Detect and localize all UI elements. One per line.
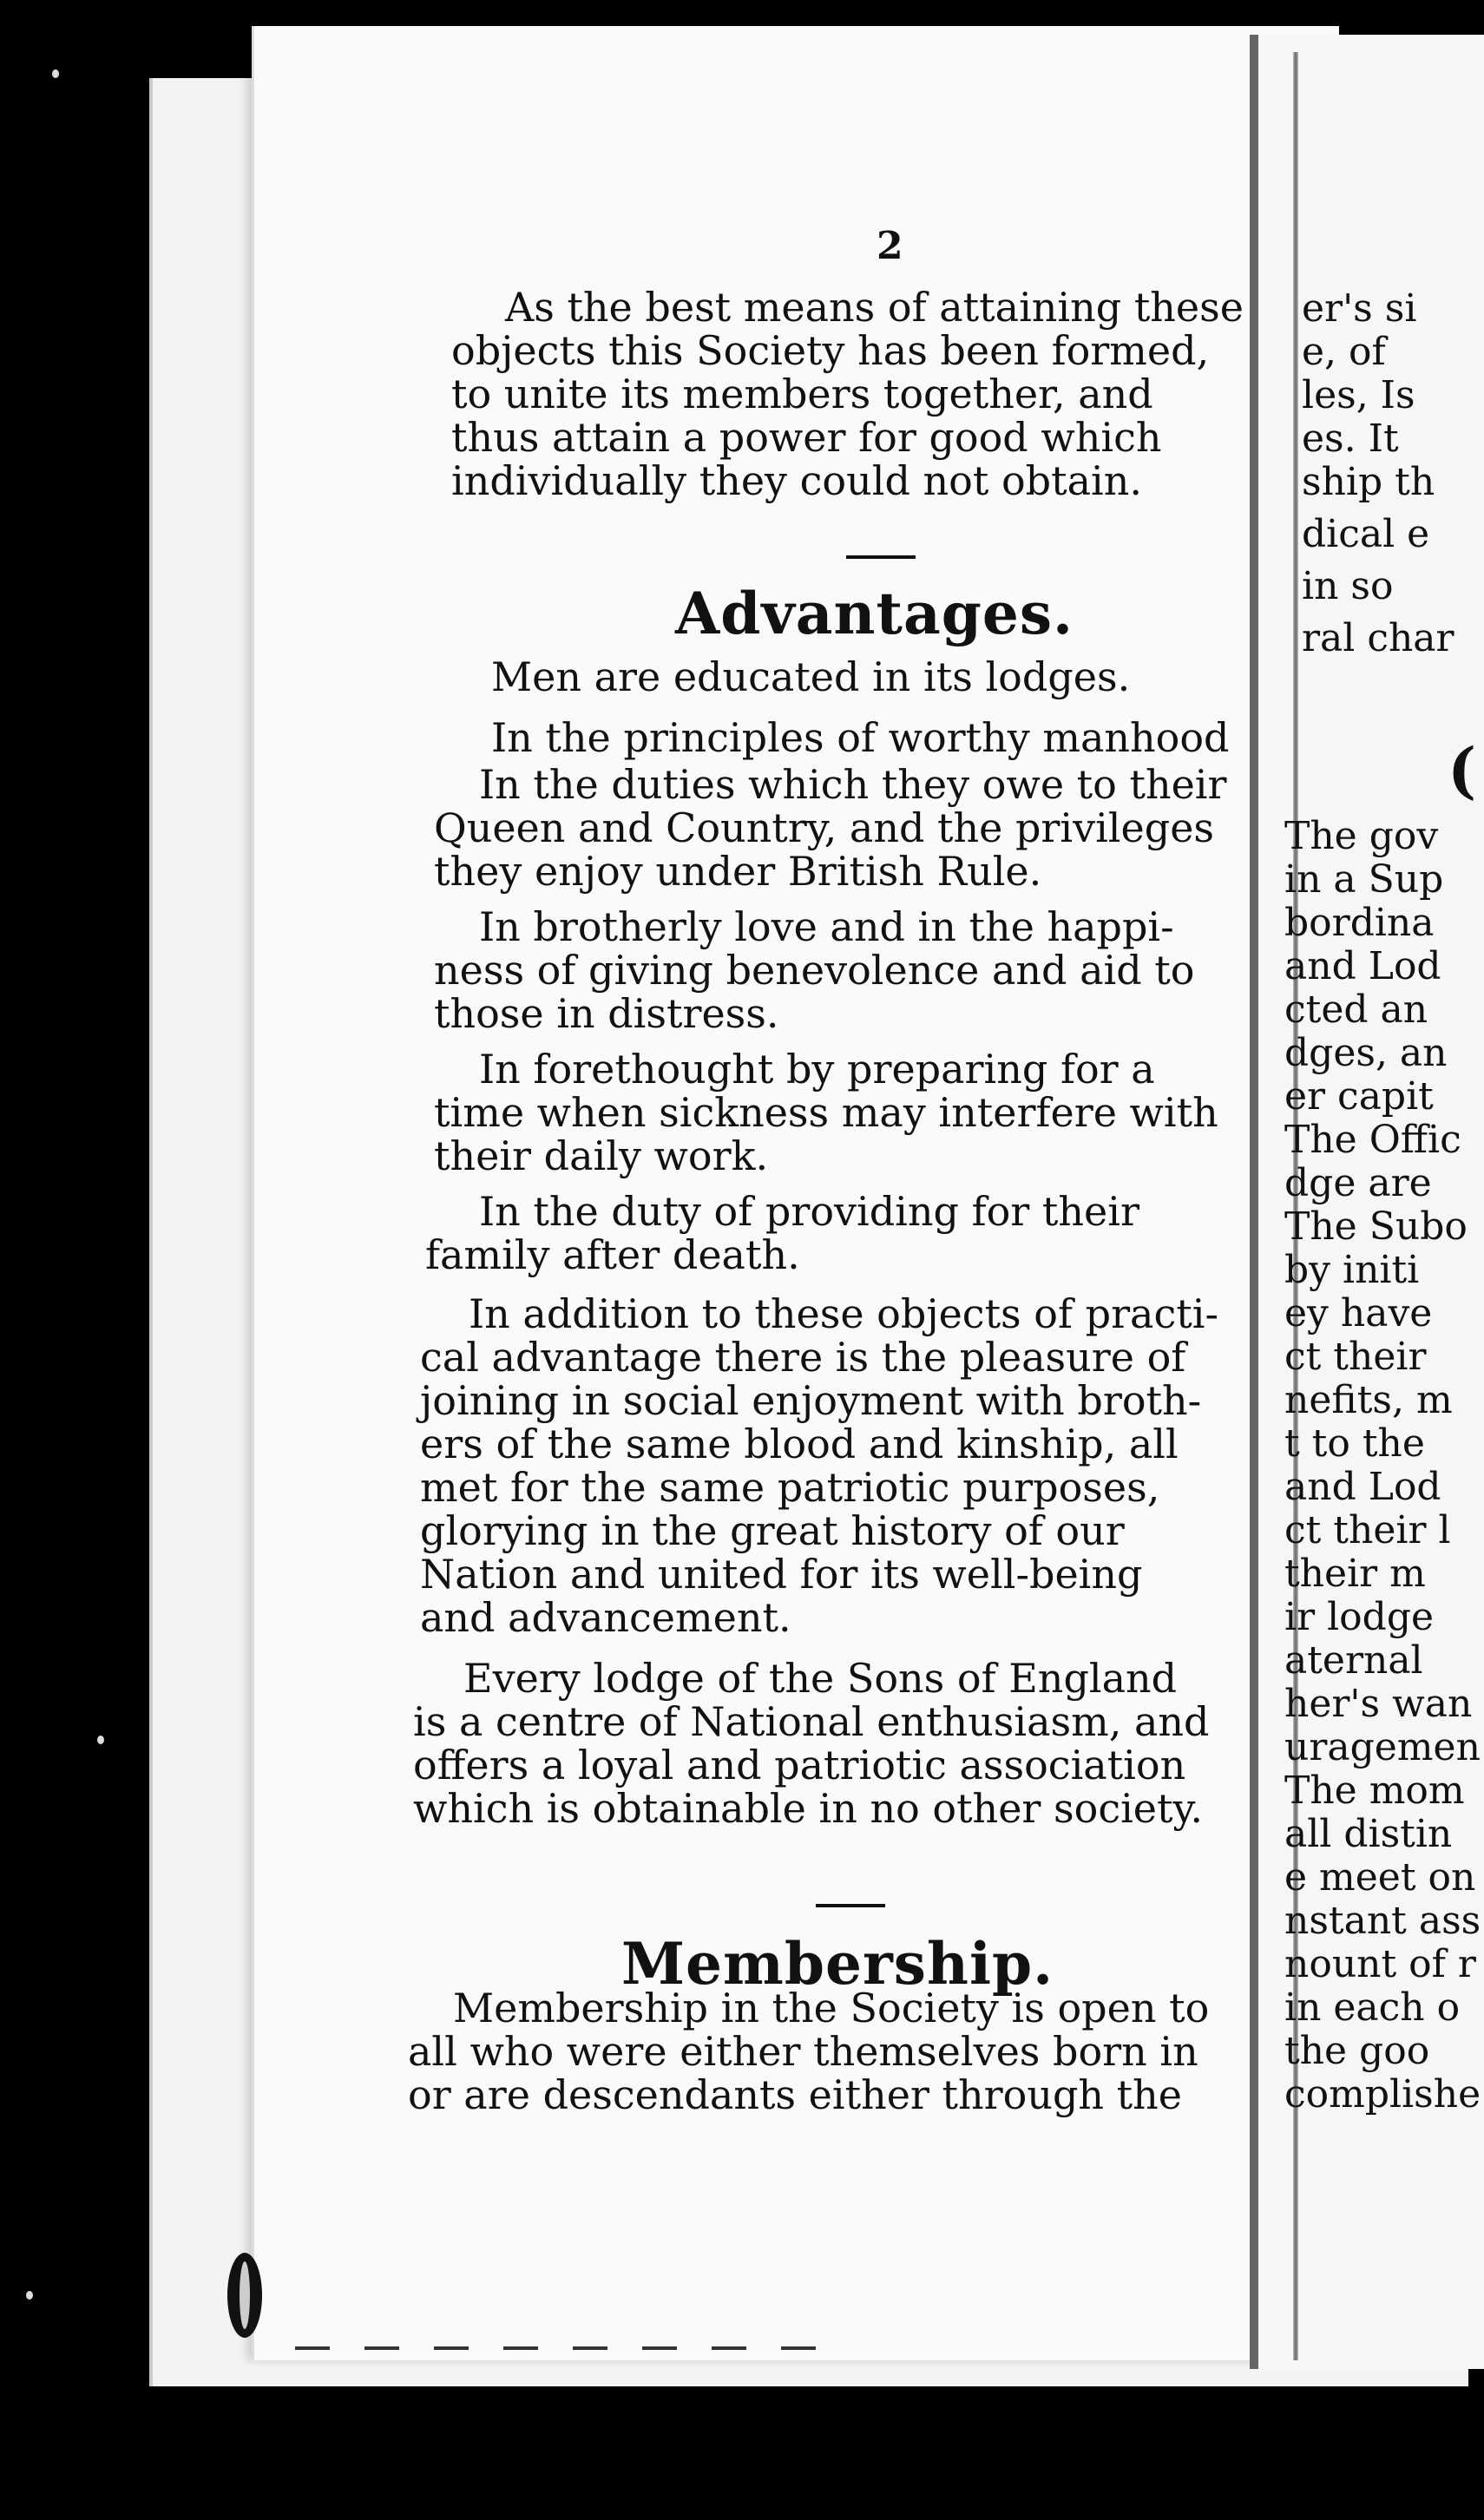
text-line: In forethought by preparing for a	[479, 1046, 1155, 1093]
text-line: offers a loyal and patriotic association	[413, 1742, 1186, 1788]
right-page-line: e meet on	[1284, 1855, 1476, 1900]
text-line: As the best means of attaining these	[505, 284, 1244, 331]
right-page-line: ir lodge	[1284, 1595, 1435, 1639]
right-page-line: and Lod	[1284, 1465, 1441, 1509]
right-page-line: ct their	[1284, 1335, 1427, 1379]
text-line: family after death.	[425, 1231, 800, 1278]
text-line: thus attain a power for good which	[451, 414, 1162, 461]
text-line: In the principles of worthy manhood	[491, 714, 1230, 761]
right-page-line: e, of	[1302, 330, 1386, 374]
right-page-line: The gov	[1284, 814, 1439, 858]
right-page-line: dge are	[1284, 1161, 1432, 1205]
text-line: and advancement.	[420, 1594, 791, 1641]
right-page-line: bordina	[1284, 901, 1435, 945]
text-line: Every lodge of the Sons of England	[463, 1655, 1178, 1702]
text-line: Queen and Country, and the privileges	[434, 804, 1215, 851]
scan-speck	[26, 2291, 33, 2300]
text-line: In the duty of providing for their	[479, 1188, 1139, 1235]
right-page-line: es. It	[1302, 417, 1399, 461]
text-line: Nation and united for its well-being	[420, 1551, 1143, 1598]
right-page-line: ct their l	[1284, 1508, 1451, 1552]
text-line: which is obtainable in no other society.	[413, 1785, 1204, 1832]
right-page-line: ral char	[1302, 616, 1454, 660]
text-line: Men are educated in its lodges.	[491, 653, 1131, 700]
text-line: or are descendants either through the	[408, 2071, 1182, 2118]
right-page-line: uragemen	[1284, 1725, 1481, 1769]
text-line: their daily work.	[434, 1132, 769, 1179]
right-page-line: les, Is	[1302, 373, 1415, 417]
advantages-heading: Advantages.	[675, 580, 1074, 647]
right-page-line: The Subo	[1284, 1204, 1468, 1249]
right-page-line: ship th	[1302, 460, 1435, 504]
text-line: In the duties which they owe to their	[479, 761, 1227, 808]
right-page-line: aternal	[1284, 1638, 1423, 1683]
text-line: ers of the same blood and kinship, all	[420, 1421, 1179, 1467]
text-line: joining in social enjoyment with broth-	[420, 1377, 1202, 1424]
text-line: to unite its members together, and	[451, 371, 1153, 417]
scan-speck	[97, 1736, 104, 1744]
text-line: individually they could not obtain.	[451, 457, 1142, 504]
text-line: those in distress.	[434, 990, 779, 1037]
text-line: is a centre of National enthusiasm, and	[413, 1698, 1210, 1745]
page-number: 2	[877, 224, 903, 268]
right-page-line: nount of r	[1284, 1942, 1476, 1986]
right-page-line: in each o	[1284, 1985, 1461, 2030]
right-page-line: their m	[1284, 1552, 1426, 1596]
text-line: glorying in the great history of our	[420, 1507, 1125, 1554]
right-page-line: all distin	[1284, 1812, 1453, 1856]
right-page-line: in a Sup	[1284, 857, 1444, 902]
right-page-line: dical e	[1302, 512, 1430, 556]
right-page-line: cted an	[1284, 988, 1428, 1032]
text-line: all who were either themselves born in	[408, 2028, 1198, 2075]
right-page-line: er's si	[1302, 286, 1417, 331]
right-page-line: dges, an	[1284, 1031, 1448, 1075]
right-page-line: the goo	[1284, 2029, 1430, 2073]
right-page-line: t to the	[1284, 1421, 1425, 1466]
right-page-line: by initi	[1284, 1248, 1420, 1292]
right-page-line: The mom	[1284, 1769, 1465, 1813]
text-line: time when sickness may interfere with	[434, 1089, 1218, 1136]
right-page-line: The Offic	[1284, 1118, 1461, 1162]
right-page-line: in so	[1302, 564, 1394, 608]
right-page-line: er capit	[1284, 1074, 1434, 1119]
right-page-line: her's wan	[1284, 1682, 1473, 1726]
right-page-line: complishe	[1284, 2072, 1481, 2116]
text-line: In brotherly love and in the happi-	[479, 903, 1174, 950]
text-line: objects this Society has been formed,	[451, 327, 1210, 374]
right-page-line: and Lod	[1284, 944, 1441, 988]
bottom-dashes	[295, 2346, 816, 2350]
text-line: Membership in the Society is open to	[453, 1985, 1210, 2031]
right-page-line: nefits, m	[1284, 1378, 1453, 1422]
text-line: ness of giving benevolence and aid to	[434, 947, 1195, 994]
text-line: cal advantage there is the pleasure of	[420, 1334, 1186, 1381]
text-line: In addition to these objects of practi-	[469, 1290, 1218, 1337]
right-page-line: ey have	[1284, 1291, 1433, 1335]
membership-heading: Membership.	[621, 1930, 1054, 1998]
ink-blot-highlight	[240, 2261, 250, 2329]
right-page-line: nstant ass	[1284, 1899, 1481, 1943]
scan-speck	[52, 69, 59, 78]
text-line: met for the same patriotic purposes,	[420, 1464, 1160, 1511]
right-page-initial: (	[1448, 734, 1477, 806]
separator-rule	[846, 555, 916, 559]
separator-rule	[816, 1904, 885, 1907]
text-line: they enjoy under British Rule.	[434, 848, 1042, 895]
